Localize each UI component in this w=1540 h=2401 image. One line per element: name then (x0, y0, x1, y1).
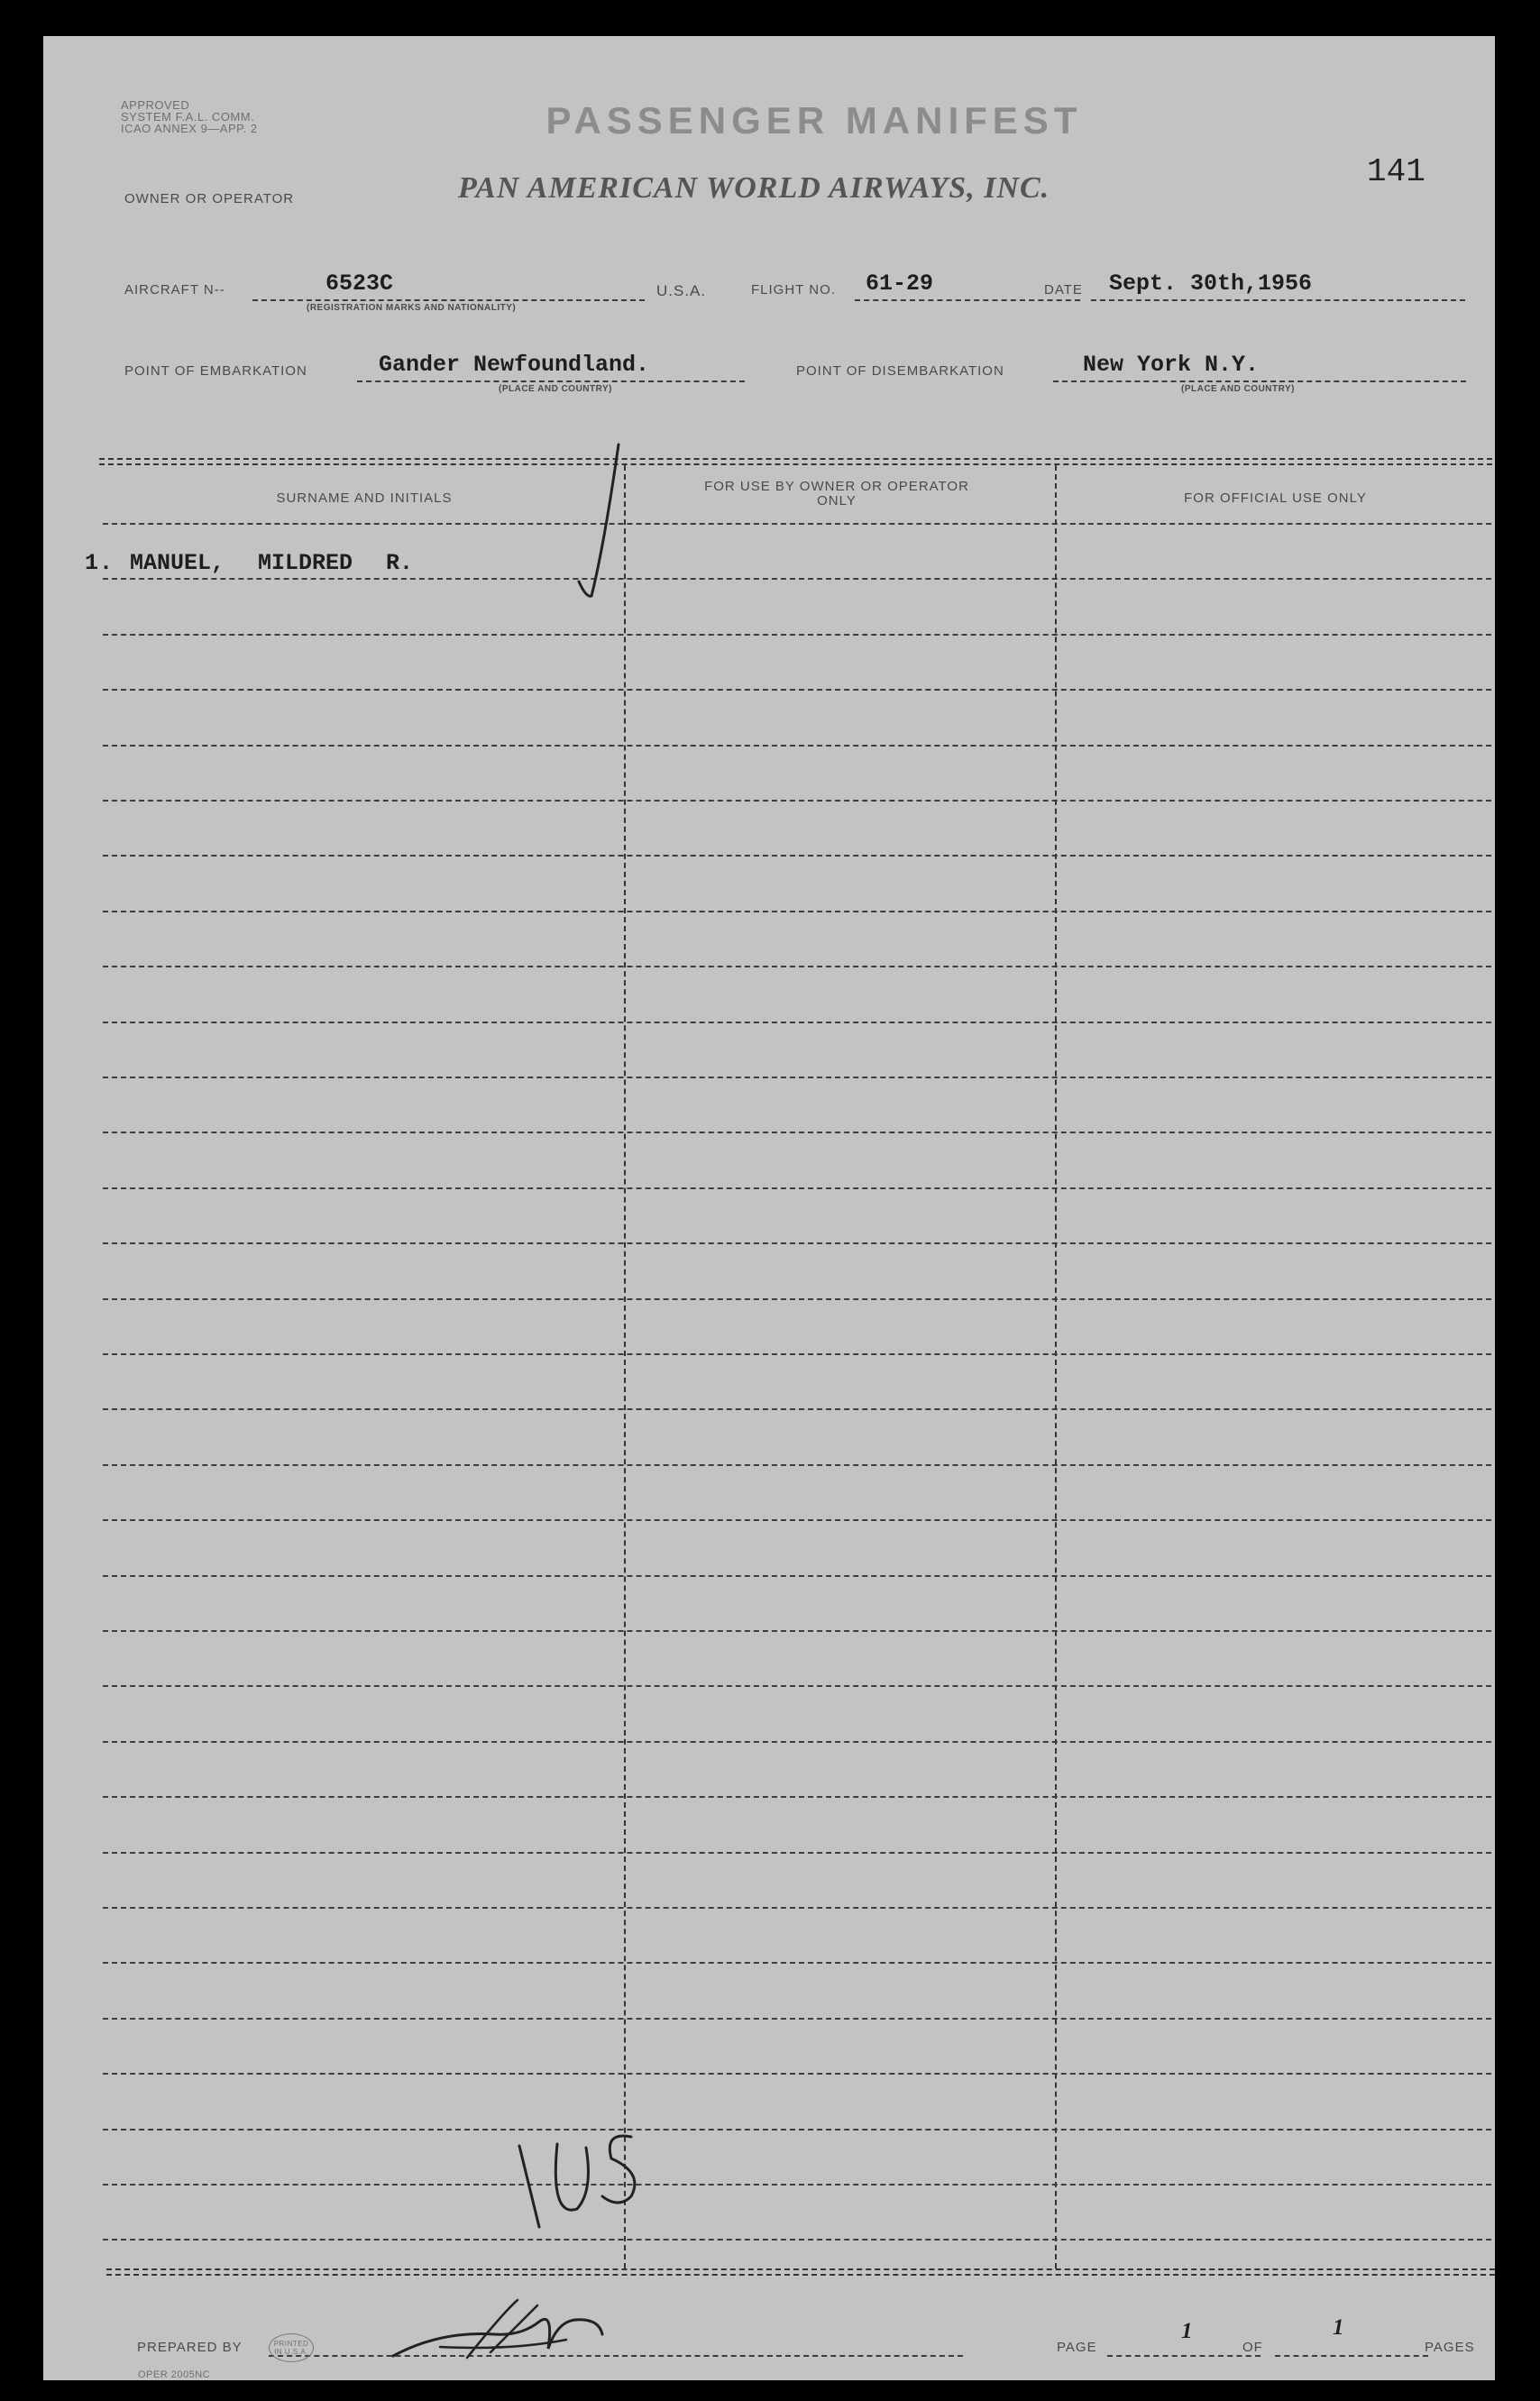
table-bottom-rule (106, 2268, 1495, 2270)
owner-value: PAN AMERICAN WORLD AIRWAYS, INC. (458, 171, 1050, 205)
table-row-line (103, 745, 1491, 747)
table-row-line (103, 2018, 1491, 2020)
table-row-line (103, 911, 1491, 912)
column-header-surname: SURNAME AND INITIALS (276, 490, 453, 506)
table-row-line (103, 1852, 1491, 1854)
table-row-line (103, 1575, 1491, 1577)
table-row-line (103, 2129, 1491, 2131)
column-header-owner: FOR USE BY OWNER OR OPERATOR ONLY (704, 479, 969, 509)
table-row-line (103, 1907, 1491, 1909)
table-row-line (103, 634, 1491, 636)
of-fill-line (1275, 2355, 1428, 2357)
embarkation-value: Gander Newfoundland. (379, 352, 650, 378)
printed-stamp: PRINTED IN U.S.A. (269, 2333, 314, 2362)
table-row-line (103, 1408, 1491, 1410)
aircraft-caption: (REGISTRATION MARKS AND NATIONALITY) (307, 303, 517, 313)
disembarkation-label: POINT OF DISEMBARKATION (796, 363, 1004, 379)
page-label: PAGE (1057, 2340, 1097, 2355)
approval-line-1: APPROVED (121, 98, 190, 112)
table-row-line (103, 1464, 1491, 1466)
table-row-line (103, 800, 1491, 802)
column-divider-1 (624, 465, 626, 2268)
table-row-line (103, 855, 1491, 857)
page-stamp-number: 141 (1367, 153, 1425, 190)
table-row-line (103, 1519, 1491, 1521)
table-row-line (103, 966, 1491, 967)
disembarkation-caption: (PLACE AND COUNTRY) (1181, 384, 1295, 394)
approval-line-2: SYSTEM F.A.L. COMM. (121, 110, 255, 124)
table-row-line (103, 1741, 1491, 1743)
aircraft-label: AIRCRAFT N-- (124, 282, 225, 298)
check-mark-icon (573, 437, 628, 609)
date-value: Sept. 30th,1956 (1109, 270, 1313, 297)
table-row-line (103, 2073, 1491, 2075)
of-label: OF (1242, 2340, 1263, 2355)
disembarkation-fill-line (1053, 380, 1466, 382)
table-row-line (103, 1630, 1491, 1632)
date-label: DATE (1044, 282, 1083, 298)
table-row-line (103, 1187, 1491, 1189)
form-code: OPER 2005NC (138, 2369, 211, 2380)
page-title: PASSENGER MANIFEST (545, 99, 1083, 142)
flight-fill-line (855, 299, 1080, 301)
page-value: 1 (1181, 2319, 1193, 2343)
embarkation-fill-line (357, 380, 745, 382)
flight-number-value: 61-29 (866, 270, 934, 297)
column-header-official: FOR OFFICIAL USE ONLY (1184, 490, 1367, 506)
table-bottom-rule-2 (106, 2274, 1495, 2276)
embarkation-label: POINT OF EMBARKATION (124, 363, 307, 379)
approval-line-3: ICAO ANNEX 9—APP. 2 (121, 122, 258, 135)
table-row-line (103, 2239, 1491, 2241)
table-row-line (103, 1298, 1491, 1300)
table-top-rule-2 (99, 463, 1492, 465)
table-row-line (103, 1077, 1491, 1078)
flight-number-label: FLIGHT NO. (751, 282, 836, 298)
table-row-1-number: 1. (85, 550, 115, 576)
disembarkation-value: New York N.Y. (1083, 352, 1260, 378)
handwritten-note-icon (503, 2110, 665, 2254)
table-row-line (103, 523, 1491, 525)
table-row-line (103, 1685, 1491, 1687)
table-row-line (103, 1132, 1491, 1133)
table-row-1-name: MANUEL, MILDRED R. (130, 550, 414, 576)
page-fill-line (1107, 2355, 1260, 2357)
table-row-line (103, 1353, 1491, 1355)
table-row-line (103, 2184, 1491, 2186)
pages-label: PAGES (1425, 2340, 1475, 2355)
date-fill-line (1091, 299, 1465, 301)
aircraft-fill-line (252, 299, 645, 301)
prepared-by-label: PREPARED BY (137, 2340, 243, 2355)
nationality-label: U.S.A. (656, 282, 707, 299)
column-divider-2 (1055, 465, 1057, 2268)
table-top-rule (99, 458, 1492, 460)
aircraft-value: 6523C (325, 270, 394, 297)
embarkation-caption: (PLACE AND COUNTRY) (499, 384, 612, 394)
table-row-line (103, 1242, 1491, 1244)
signature-icon (386, 2295, 620, 2376)
table-row-line (103, 1796, 1491, 1798)
manifest-sheet (43, 36, 1495, 2380)
table-row-line (103, 689, 1491, 691)
table-row-line (103, 1022, 1491, 1023)
owner-label: OWNER OR OPERATOR (124, 191, 295, 206)
table-row-line (103, 1962, 1491, 1964)
of-value: 1 (1333, 2315, 1344, 2340)
table-row-line (103, 578, 1491, 580)
